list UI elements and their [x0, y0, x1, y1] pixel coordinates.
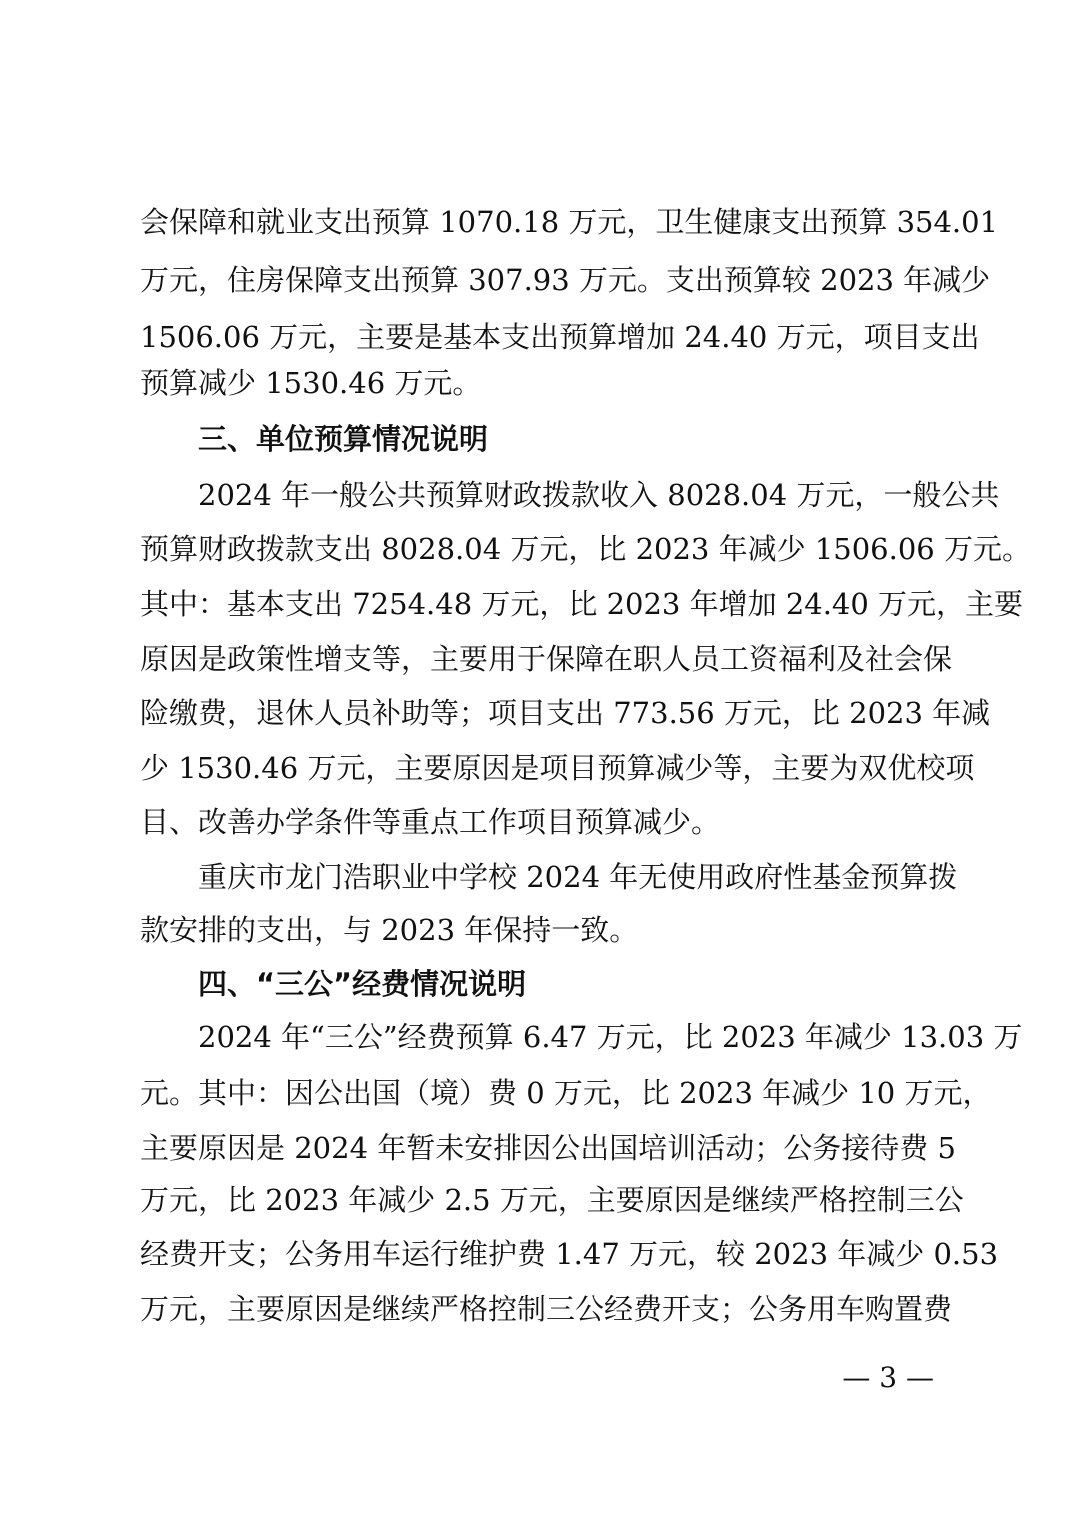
section-4-heading: 四、“三公”经费情况说明	[198, 967, 527, 1001]
section-3-para-1-line-5: 险缴费，退休人员补助等；项目支出 773.56 万元，比 2023 年减	[140, 696, 991, 730]
section-4-para-line-6: 万元，主要原因是继续严格控制三公经费开支；公务用车购置费	[140, 1292, 953, 1326]
section-3-para-1-line-4: 原因是政策性增支等，主要用于保障在职人员工资福利及社会保	[140, 642, 953, 676]
intro-line-3: 1506.06 万元，主要是基本支出预算增加 24.40 万元，项目支出	[140, 320, 980, 354]
section-4-para-line-1: 2024 年“三公”经费预算 6.47 万元，比 2023 年减少 13.03 万	[198, 1020, 1023, 1054]
section-3-heading: 三、单位预算情况说明	[198, 422, 489, 456]
section-3-para-1-line-7: 目、改善办学条件等重点工作项目预算减少。	[140, 805, 721, 839]
intro-line-2: 万元，住房保障支出预算 307.93 万元。支出预算较 2023 年减少	[140, 263, 991, 297]
section-4-para-line-3: 主要原因是 2024 年暂未安排因公出国培训活动；公务接待费 5	[140, 1131, 956, 1165]
section-4-para-line-4: 万元，比 2023 年减少 2.5 万元，主要原因是继续严格控制三公	[140, 1183, 964, 1217]
section-3-para-1-line-3: 其中：基本支出 7254.48 万元，比 2023 年增加 24.40 万元，主要	[140, 587, 1024, 621]
intro-line-4: 预算减少 1530.46 万元。	[140, 366, 482, 400]
section-3-para-2-line-2: 款安排的支出，与 2023 年保持一致。	[140, 913, 639, 947]
section-3-para-1-line-6: 少 1530.46 万元，主要原因是项目预算减少等，主要为双优校项	[140, 751, 975, 785]
section-4-para-line-2: 元。其中：因公出国（境）费 0 万元，比 2023 年减少 10 万元，	[140, 1076, 992, 1110]
section-3-para-1-line-1: 2024 年一般公共预算财政拨款收入 8028.04 万元，一般公共	[198, 478, 1000, 512]
section-3-para-1-line-2: 预算财政拨款支出 8028.04 万元，比 2023 年减少 1506.06 万元。	[140, 532, 1031, 566]
page-number: — 3 —	[842, 1361, 934, 1394]
section-3-para-2-line-1: 重庆市龙门浩职业中学校 2024 年无使用政府性基金预算拨	[198, 860, 958, 894]
section-4-para-line-5: 经费开支；公务用车运行维护费 1.47 万元，较 2023 年减少 0.53	[140, 1237, 999, 1271]
intro-line-1: 会保障和就业支出预算 1070.18 万元，卫生健康支出预算 354.01	[140, 205, 999, 239]
